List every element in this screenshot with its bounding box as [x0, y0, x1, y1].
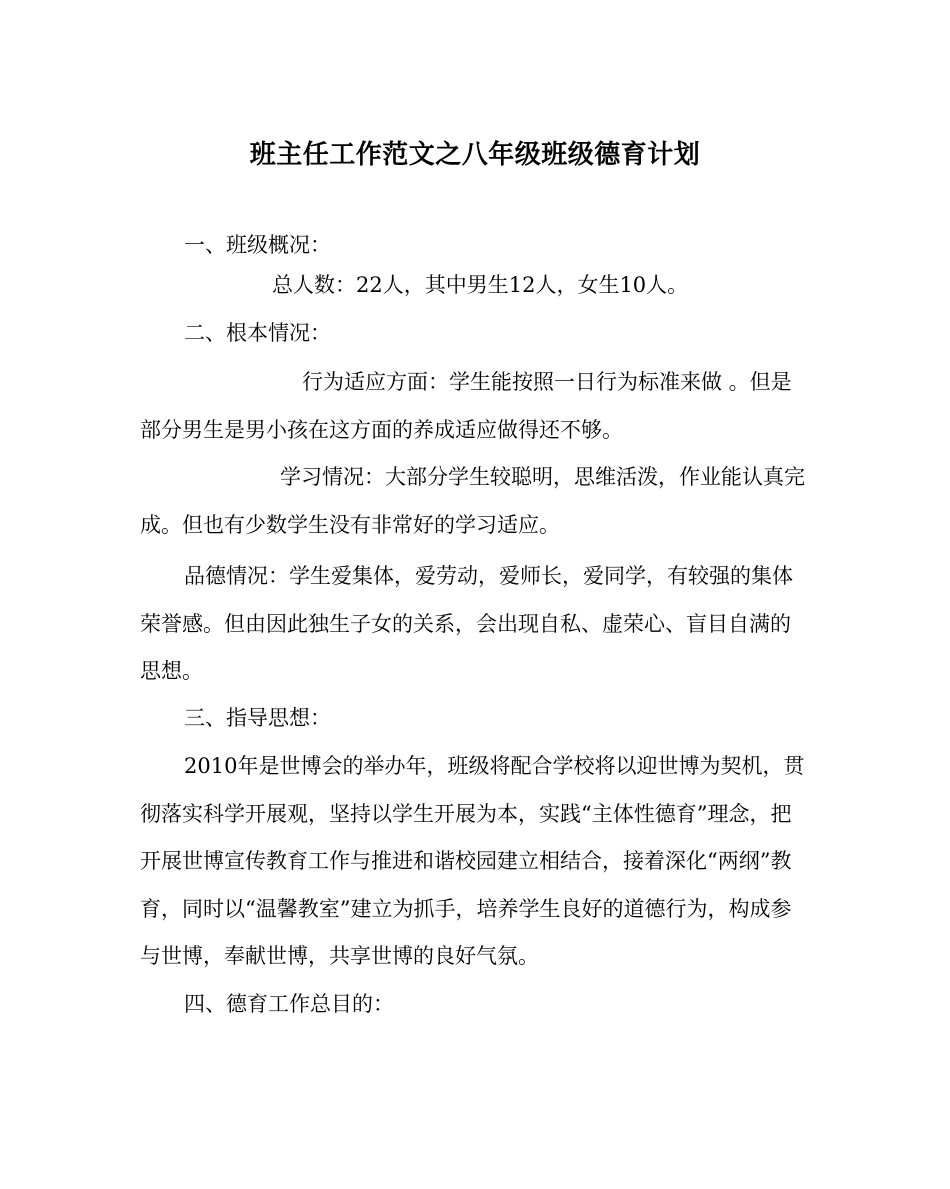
- section-heading-basic-situation: 二、根本情况：: [184, 321, 331, 345]
- paragraph-morality: 品德情况：学生爱集体，爱劳动，爱师长，爱同学，有较强的集体荣誉感。但由因此独生子女的关系，会出现自私、虚荣心、盲目自满的思想。: [140, 564, 793, 683]
- paragraph-student-count: 总人数：22人，其中男生12人，女生10人。: [272, 273, 689, 297]
- document-title: 班主任工作范文之八年级班级德育计划: [249, 140, 701, 170]
- paragraph-behavior: 行为适应方面：学生能按照一日行为标准来做 。但是部分男生是男小孩在这方面的养成适应做得还不够。: [140, 370, 792, 442]
- paragraph-study: 学习情况：大部分学生较聪明，思维活泼，作业能认真完成。但也有少数学生没有非常好的学习适应。: [140, 465, 805, 537]
- paragraph-guiding-thought: 2010年是世博会的举办年，班级将配合学校将以迎世博为契机，贯彻落实科学开展观，坚持以学生开展为本，实践“主体性德育”理念，把开展世博宣传教育工作与推进和谐校园建立相结合，接着深化“两纲”教育，同时以“温馨教室”建立为抓手，培养学生良好的道德行为，构成参与世博，奉献世博，共享世博的良好气氛。: [140, 754, 805, 968]
- section-heading-class-overview: 一、班级概况：: [184, 233, 331, 257]
- section-heading-guiding-thought: 三、指导思想：: [184, 706, 331, 730]
- section-heading-overall-goal: 四、德育工作总目的：: [184, 992, 394, 1016]
